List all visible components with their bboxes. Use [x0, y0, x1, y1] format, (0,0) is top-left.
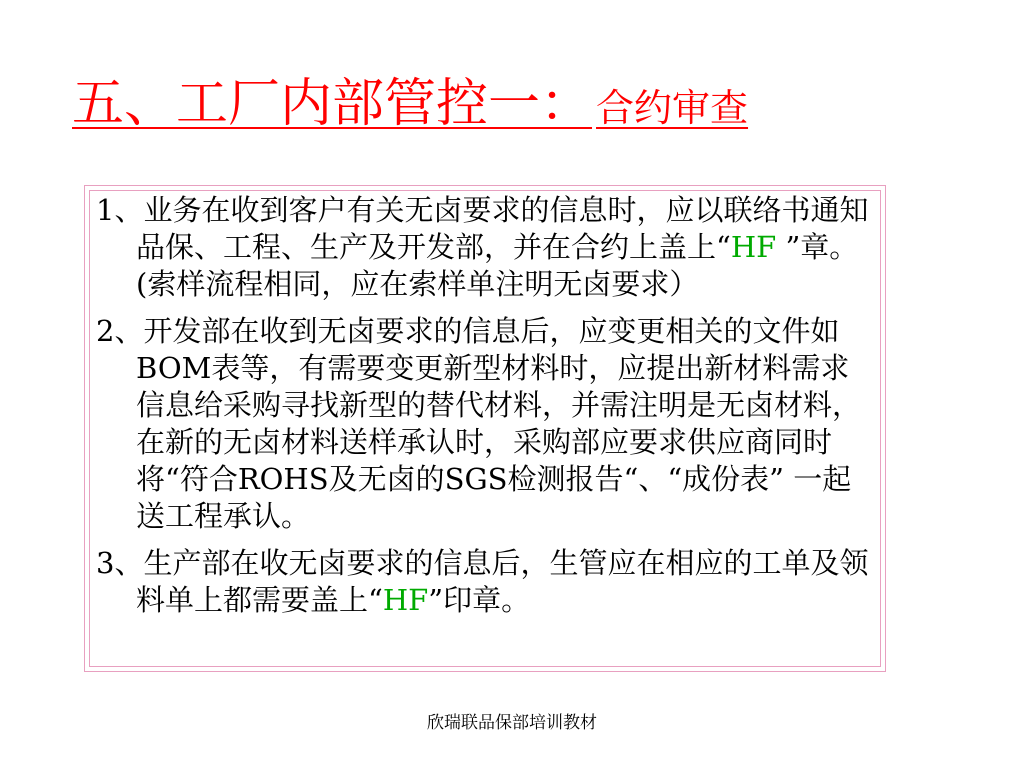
title-main: 五、工厂内部管控一： [72, 74, 593, 134]
item-3-text-before: 3、生产部在收无卤要求的信息后，生管应在相应的工单及领料单上都需要盖上“ [96, 546, 869, 617]
content-list [96, 192, 878, 629]
item-1-text-before: 1、业务在收到客户有关无卤要求的信息时，应以联络书通知品保、工程、生产及开发部，并在合约上盖上“ [96, 193, 869, 264]
title-subtitle: 合约审查 [596, 86, 749, 130]
item-1-text-after: ”章。(索样流程相同，应在索样单注明无卤要求） [136, 230, 859, 301]
item-1-hf-highlight: HF [730, 230, 777, 264]
item-2-text: 2、开发部在收到无卤要求的信息后，应变更相关的文件如BOM表等，有需要变更新型材料时，应提出新材料需求信息给采购寻找新型的替代材料，并需注明是无卤材料，在新的无卤材料送样承认时，采购部应要求供应商同时将“符合ROHS及无卤的SGS检测报告“、“成份表” 一起送工程承认。 [96, 314, 862, 533]
item-3-text-after: ”印章。 [428, 583, 531, 617]
footer-caption: 欣瑞联品保部培训教材 [427, 713, 597, 733]
list-item-2 [96, 313, 878, 535]
list-item-3 [96, 545, 878, 619]
slide-title [72, 74, 749, 134]
list-item-1 [96, 192, 878, 303]
item-3-hf-highlight: HF [382, 583, 429, 617]
